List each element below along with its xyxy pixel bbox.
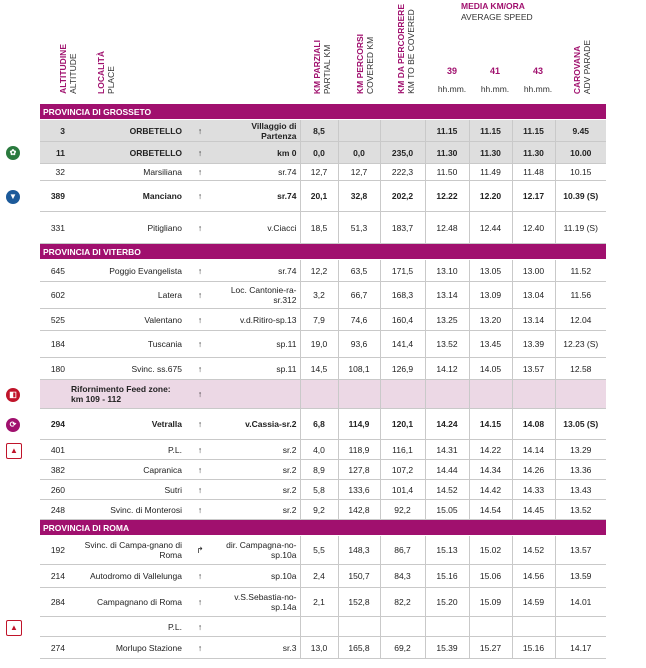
covered-km-cell: 51,3: [338, 212, 380, 244]
place-cell: Valentano: [68, 309, 185, 331]
table-row: [40, 358, 606, 380]
place-cell: Svinc. ss.675: [68, 358, 185, 380]
header-media-subtitle: AVERAGE SPEED: [461, 12, 533, 22]
road-cell: v.Cassia-sr.2: [215, 409, 300, 440]
altitude-cell: 192: [40, 536, 68, 565]
partial-km-cell: 7,9: [300, 309, 338, 331]
road-cell: sr.74: [215, 164, 300, 181]
covered-km-cell: 32,8: [338, 181, 380, 212]
time-41-cell: [469, 380, 512, 409]
direction-arrow: ↑: [185, 500, 215, 520]
caravan-cell: 11.19 (S): [555, 212, 606, 244]
km-to-cover-cell: 160,4: [380, 309, 425, 331]
partial-km-cell: 2,1: [300, 588, 338, 617]
time-43-cell: 11.30: [512, 142, 555, 164]
time-39-cell: 14.24: [425, 409, 469, 440]
covered-km-cell: 133,6: [338, 480, 380, 500]
time-41-cell: 15.09: [469, 588, 512, 617]
road-cell: v.Ciacci: [215, 212, 300, 244]
time-43-cell: 13.57: [512, 358, 555, 380]
header-partial-km: KM PARZIALI PARTIAL KM: [312, 39, 332, 94]
direction-arrow: ↑: [185, 565, 215, 588]
time-43-cell: 15.16: [512, 637, 555, 659]
road-cell: v.S.Sebastia-no-sp.14a: [215, 588, 300, 617]
header-caravan: CAROVANA ADV PARADE: [572, 39, 592, 94]
caravan-cell: 12.04: [555, 309, 606, 331]
time-39-cell: 15.39: [425, 637, 469, 659]
time-43-cell: 13.00: [512, 260, 555, 282]
road-cell: sr.2: [215, 440, 300, 460]
caravan-cell: 10.39 (S): [555, 181, 606, 212]
time-41-cell: 13.20: [469, 309, 512, 331]
covered-km-cell: 150,7: [338, 565, 380, 588]
time-43-cell: 14.59: [512, 588, 555, 617]
time-43-cell: 13.39: [512, 331, 555, 358]
header-speed-43: 43: [532, 66, 543, 76]
time-41-cell: 14.34: [469, 460, 512, 480]
altitude-cell: 284: [40, 588, 68, 617]
caravan-cell: 13.43: [555, 480, 606, 500]
time-39-cell: 13.25: [425, 309, 469, 331]
table-row: [40, 331, 606, 358]
km-to-cover-cell: [380, 617, 425, 637]
direction-arrow: ↑: [185, 617, 215, 637]
time-41-cell: 12.44: [469, 212, 512, 244]
partial-km-cell: 20,1: [300, 181, 338, 212]
covered-km-cell: 152,8: [338, 588, 380, 617]
caravan-cell: 13.29: [555, 440, 606, 460]
caravan-cell: 12.23 (S): [555, 331, 606, 358]
header-speed-39: 39: [446, 66, 457, 76]
covered-km-cell: 142,8: [338, 500, 380, 520]
altitude-cell: 11: [40, 142, 68, 164]
time-43-cell: 13.14: [512, 309, 555, 331]
time-43-cell: 12.40: [512, 212, 555, 244]
caravan-cell: 11.52: [555, 260, 606, 282]
table-row: [40, 480, 606, 500]
time-41-cell: 14.42: [469, 480, 512, 500]
start-icon: ✿: [6, 146, 20, 160]
direction-arrow: ↑: [185, 460, 215, 480]
table-row: [40, 212, 606, 244]
altitude-cell: 274: [40, 637, 68, 659]
time-41-cell: 15.06: [469, 565, 512, 588]
partial-km-cell: 18,5: [300, 212, 338, 244]
direction-arrow: ↑: [185, 331, 215, 358]
time-41-cell: 15.27: [469, 637, 512, 659]
time-41-cell: [469, 617, 512, 637]
altitude-cell: 32: [40, 164, 68, 181]
place-cell: P.L.: [68, 440, 185, 460]
time-39-cell: 13.52: [425, 331, 469, 358]
place-cell: Svinc. di Campa-gnano di Roma: [68, 536, 185, 565]
road-cell: sr.2: [215, 500, 300, 520]
table-row: [40, 282, 606, 309]
time-41-cell: 14.15: [469, 409, 512, 440]
km-to-cover-cell: 116,1: [380, 440, 425, 460]
direction-arrow: ↑: [185, 142, 215, 164]
table-row: [40, 565, 606, 588]
partial-km-cell: 8,5: [300, 120, 338, 142]
covered-km-cell: [338, 380, 380, 409]
level-crossing-icon: ▲: [6, 620, 22, 636]
km-to-cover-cell: 235,0: [380, 142, 425, 164]
place-cell: Sutri: [68, 480, 185, 500]
km-to-cover-cell: 82,2: [380, 588, 425, 617]
time-43-cell: [512, 617, 555, 637]
table-row: [40, 309, 606, 331]
time-41-cell: 13.09: [469, 282, 512, 309]
road-cell: Villaggio di Partenza: [215, 120, 300, 142]
table-row: [40, 637, 606, 659]
covered-km-cell: 0,0: [338, 142, 380, 164]
place-cell: Manciano: [68, 181, 185, 212]
direction-arrow: ↑: [185, 181, 215, 212]
header-hhmm-39: hh.mm.: [437, 84, 467, 94]
place-cell: Autodromo di Vallelunga: [68, 565, 185, 588]
partial-km-cell: 5,8: [300, 480, 338, 500]
header-speed-41: 41: [489, 66, 500, 76]
time-39-cell: 12.48: [425, 212, 469, 244]
road-cell: [215, 380, 300, 409]
road-cell: sr.3: [215, 637, 300, 659]
covered-km-cell: 114,9: [338, 409, 380, 440]
altitude-cell: 382: [40, 460, 68, 480]
table-row: [40, 380, 606, 409]
time-39-cell: 13.10: [425, 260, 469, 282]
place-cell: Campagnano di Roma: [68, 588, 185, 617]
time-39-cell: 14.52: [425, 480, 469, 500]
covered-km-cell: 148,3: [338, 536, 380, 565]
km-to-cover-cell: 86,7: [380, 536, 425, 565]
km-to-cover-cell: 183,7: [380, 212, 425, 244]
header-media-title: MEDIA KM/ORA: [461, 1, 525, 11]
table-row: [40, 588, 606, 617]
covered-km-cell: 12,7: [338, 164, 380, 181]
table-row: [40, 440, 606, 460]
time-39-cell: [425, 617, 469, 637]
table-header: [0, 0, 646, 102]
header-place: LOCALITÀ PLACE: [96, 51, 116, 94]
caravan-cell: 14.17: [555, 637, 606, 659]
table-row: [40, 409, 606, 440]
caravan-cell: [555, 617, 606, 637]
place-cell: Marsiliana: [68, 164, 185, 181]
km-to-cover-cell: 141,4: [380, 331, 425, 358]
road-cell: km 0: [215, 142, 300, 164]
time-41-cell: 14.54: [469, 500, 512, 520]
section-title: PROVINCIA DI VITERBO: [40, 244, 606, 260]
table-row: [40, 164, 606, 181]
direction-arrow: ↑: [185, 637, 215, 659]
road-cell: Loc. Cantonie-ra-sr.312: [215, 282, 300, 309]
time-43-cell: 13.04: [512, 282, 555, 309]
caravan-cell: 13.52: [555, 500, 606, 520]
direction-arrow: ↑: [185, 440, 215, 460]
table-row: [40, 536, 606, 565]
direction-arrow: ↑: [185, 358, 215, 380]
table-row: [40, 120, 606, 142]
covered-km-cell: 74,6: [338, 309, 380, 331]
time-43-cell: 12.17: [512, 181, 555, 212]
direction-arrow: ↑: [185, 282, 215, 309]
caravan-cell: 13.57: [555, 536, 606, 565]
altitude-cell: 331: [40, 212, 68, 244]
direction-arrow: ↑: [185, 212, 215, 244]
time-41-cell: 11.15: [469, 120, 512, 142]
km-to-cover-cell: 101,4: [380, 480, 425, 500]
table-row: [40, 260, 606, 282]
altitude-cell: 260: [40, 480, 68, 500]
km-to-cover-cell: 126,9: [380, 358, 425, 380]
altitude-cell: 602: [40, 282, 68, 309]
time-43-cell: 14.33: [512, 480, 555, 500]
section-title: PROVINCIA DI GROSSETO: [40, 104, 606, 120]
direction-arrow: ↑: [185, 164, 215, 181]
time-39-cell: 14.12: [425, 358, 469, 380]
caravan-cell: 11.56: [555, 282, 606, 309]
covered-km-cell: 165,8: [338, 637, 380, 659]
covered-km-cell: 66,7: [338, 282, 380, 309]
time-43-cell: 11.15: [512, 120, 555, 142]
km-to-cover-cell: [380, 380, 425, 409]
partial-km-cell: 6,8: [300, 409, 338, 440]
road-cell: v.d.Ritiro-sp.13: [215, 309, 300, 331]
place-cell: Tuscania: [68, 331, 185, 358]
place-cell: ORBETELLO: [68, 120, 185, 142]
direction-arrow: ↑: [185, 409, 215, 440]
km-to-cover-cell: 84,3: [380, 565, 425, 588]
caravan-cell: 10.00: [555, 142, 606, 164]
table-row: [40, 181, 606, 212]
table-row: [40, 617, 606, 637]
time-39-cell: 15.13: [425, 536, 469, 565]
caravan-cell: 10.15: [555, 164, 606, 181]
time-41-cell: 12.20: [469, 181, 512, 212]
covered-km-cell: 127,8: [338, 460, 380, 480]
partial-km-cell: 14,5: [300, 358, 338, 380]
road-cell: sp.11: [215, 331, 300, 358]
place-cell: Capranica: [68, 460, 185, 480]
partial-km-cell: 0,0: [300, 142, 338, 164]
altitude-cell: 3: [40, 120, 68, 142]
place-cell: P.L.: [68, 617, 185, 637]
partial-km-cell: 13,0: [300, 637, 338, 659]
partial-km-cell: [300, 380, 338, 409]
time-39-cell: 15.05: [425, 500, 469, 520]
altitude-cell: 248: [40, 500, 68, 520]
time-39-cell: 11.30: [425, 142, 469, 164]
time-43-cell: 11.48: [512, 164, 555, 181]
altitude-cell: 525: [40, 309, 68, 331]
timetable: [40, 104, 606, 659]
covered-km-cell: 93,6: [338, 331, 380, 358]
header-altitude: ALTITUDINE ALTITUDE: [58, 44, 78, 94]
caravan-cell: 9.45: [555, 120, 606, 142]
km-to-cover-cell: 202,2: [380, 181, 425, 212]
section-header: [40, 104, 606, 120]
altitude-cell: 184: [40, 331, 68, 358]
covered-km-cell: 108,1: [338, 358, 380, 380]
place-cell: Vetralla: [68, 409, 185, 440]
road-cell: dir. Campagna-no-sp.10a: [215, 536, 300, 565]
time-41-cell: 11.49: [469, 164, 512, 181]
road-cell: sp.11: [215, 358, 300, 380]
direction-arrow: ↱: [185, 536, 215, 565]
partial-km-cell: 4,0: [300, 440, 338, 460]
time-41-cell: 13.45: [469, 331, 512, 358]
altitude-cell: 294: [40, 409, 68, 440]
section-header: [40, 520, 606, 536]
road-cell: sr.2: [215, 460, 300, 480]
altitude-cell: 389: [40, 181, 68, 212]
time-41-cell: 11.30: [469, 142, 512, 164]
altitude-cell: 645: [40, 260, 68, 282]
time-43-cell: 14.26: [512, 460, 555, 480]
time-39-cell: 14.44: [425, 460, 469, 480]
time-41-cell: 13.05: [469, 260, 512, 282]
place-cell: Morlupo Stazione: [68, 637, 185, 659]
place-cell: Latera: [68, 282, 185, 309]
altitude-cell: 180: [40, 358, 68, 380]
partial-km-cell: 5,5: [300, 536, 338, 565]
km-to-cover-cell: [380, 120, 425, 142]
road-cell: sp.10a: [215, 565, 300, 588]
section-header: [40, 244, 606, 260]
caravan-cell: 13.36: [555, 460, 606, 480]
altitude-cell: [40, 380, 68, 409]
km-to-cover-cell: 222,3: [380, 164, 425, 181]
header-km-to-cover: KM DA PERCORRERE KM TO BE COVERED: [396, 4, 416, 94]
direction-arrow: ↑: [185, 380, 215, 409]
road-cell: sr.74: [215, 181, 300, 212]
time-39-cell: 11.50: [425, 164, 469, 181]
altitude-cell: 401: [40, 440, 68, 460]
time-41-cell: 15.02: [469, 536, 512, 565]
caravan-cell: 14.01: [555, 588, 606, 617]
covered-km-cell: [338, 617, 380, 637]
table-row: [40, 460, 606, 480]
km-to-cover-cell: 168,3: [380, 282, 425, 309]
caravan-cell: 13.59: [555, 565, 606, 588]
direction-arrow: ↑: [185, 588, 215, 617]
partial-km-cell: 2,4: [300, 565, 338, 588]
caravan-cell: 13.05 (S): [555, 409, 606, 440]
direction-arrow: ↑: [185, 260, 215, 282]
partial-km-cell: 9,2: [300, 500, 338, 520]
time-39-cell: 15.16: [425, 565, 469, 588]
place-cell: ORBETELLO: [68, 142, 185, 164]
header-hhmm-41: hh.mm.: [480, 84, 510, 94]
table-row: [40, 500, 606, 520]
partial-km-cell: 12,7: [300, 164, 338, 181]
time-43-cell: 14.08: [512, 409, 555, 440]
level-crossing-icon: ▲: [6, 443, 22, 459]
place-cell: Pitigliano: [68, 212, 185, 244]
feed-zone-icon: ◧: [6, 388, 20, 402]
direction-arrow: ↑: [185, 120, 215, 142]
time-39-cell: [425, 380, 469, 409]
time-39-cell: 13.14: [425, 282, 469, 309]
time-43-cell: 14.52: [512, 536, 555, 565]
km-to-cover-cell: 120,1: [380, 409, 425, 440]
header-hhmm-43: hh.mm.: [523, 84, 553, 94]
partial-km-cell: [300, 617, 338, 637]
partial-km-cell: 8,9: [300, 460, 338, 480]
sprint-icon: ⟳: [6, 418, 20, 432]
km-to-cover-cell: 107,2: [380, 460, 425, 480]
time-39-cell: 11.15: [425, 120, 469, 142]
altitude-cell: 214: [40, 565, 68, 588]
time-43-cell: [512, 380, 555, 409]
time-39-cell: 12.22: [425, 181, 469, 212]
direction-arrow: ↑: [185, 480, 215, 500]
road-cell: sr.2: [215, 480, 300, 500]
place-cell: Svinc. di Monterosi: [68, 500, 185, 520]
time-43-cell: 14.56: [512, 565, 555, 588]
caravan-cell: 12.58: [555, 358, 606, 380]
time-39-cell: 14.31: [425, 440, 469, 460]
km-to-cover-cell: 171,5: [380, 260, 425, 282]
km-to-cover-cell: 92,2: [380, 500, 425, 520]
time-41-cell: 14.22: [469, 440, 512, 460]
time-39-cell: 15.20: [425, 588, 469, 617]
time-41-cell: 14.05: [469, 358, 512, 380]
covered-km-cell: 118,9: [338, 440, 380, 460]
caravan-cell: [555, 380, 606, 409]
time-43-cell: 14.45: [512, 500, 555, 520]
road-cell: [215, 617, 300, 637]
partial-km-cell: 3,2: [300, 282, 338, 309]
section-title: PROVINCIA DI ROMA: [40, 520, 606, 536]
road-cell: sr.74: [215, 260, 300, 282]
time-43-cell: 14.14: [512, 440, 555, 460]
covered-km-cell: [338, 120, 380, 142]
partial-km-cell: 19,0: [300, 331, 338, 358]
altitude-cell: [40, 617, 68, 637]
header-covered-km: KM PERCORSI COVERED KM: [355, 34, 375, 94]
place-cell: Poggio Evangelista: [68, 260, 185, 282]
covered-km-cell: 63,5: [338, 260, 380, 282]
table-row: [40, 142, 606, 164]
climb-icon: ▼: [6, 190, 20, 204]
partial-km-cell: 12,2: [300, 260, 338, 282]
km-to-cover-cell: 69,2: [380, 637, 425, 659]
direction-arrow: ↑: [185, 309, 215, 331]
place-cell: Rifornimento Feed zone: km 109 - 112: [68, 380, 185, 409]
